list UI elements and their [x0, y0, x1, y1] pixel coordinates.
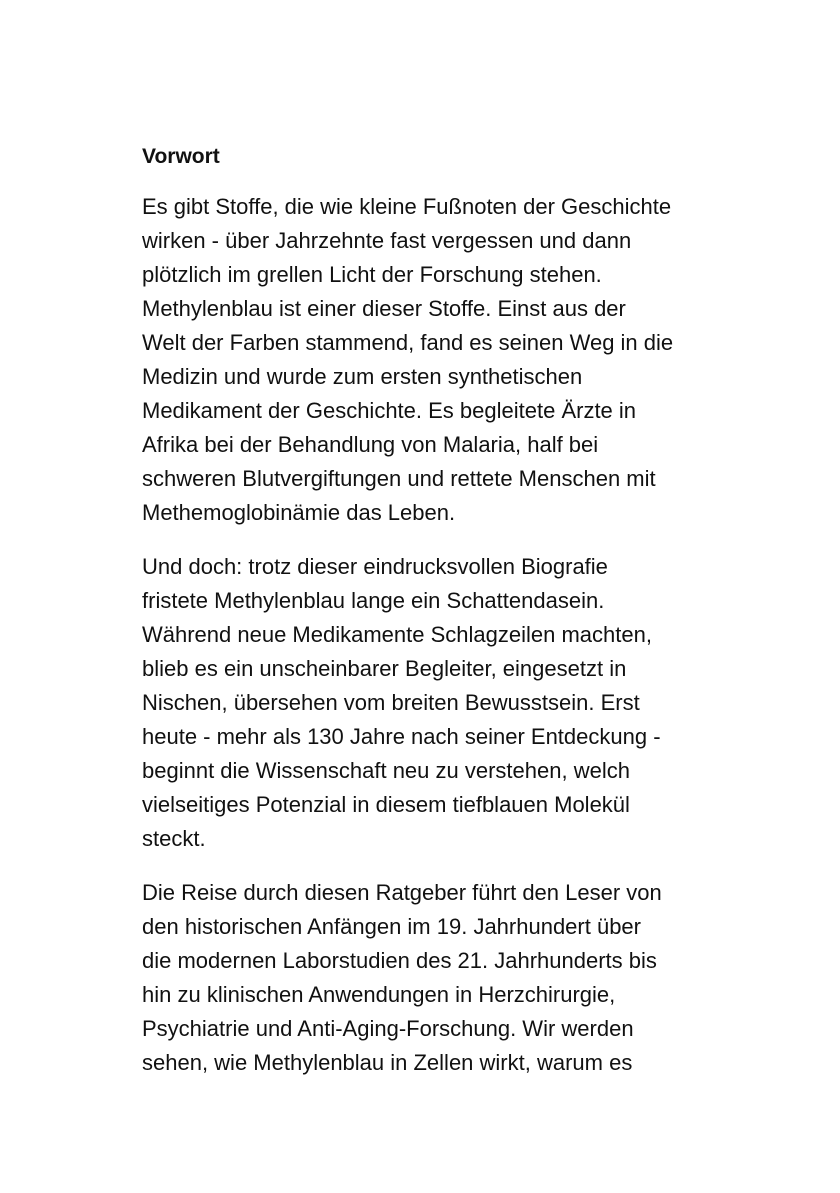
text-line: wirken - über Jahrzehnte fast vergessen und dann: [142, 228, 632, 253]
text-line: Nischen, übersehen vom breiten Bewusstsein. Erst: [142, 690, 640, 715]
text-line: die modernen Laborstudien des 21. Jahrhunderts bis: [142, 948, 657, 973]
text-line: beginnt die Wissenschaft neu zu verstehen, welch: [142, 758, 630, 783]
text-line: Afrika bei der Behandlung von Malaria, half bei: [142, 432, 599, 457]
text-line: Methylenblau ist einer dieser Stoffe. Einst aus der: [142, 296, 626, 321]
text-line: hin zu klinischen Anwendungen in Herzchirurgie,: [142, 982, 616, 1007]
text-line: schweren Blutvergiftungen und rettete Menschen mit: [142, 466, 656, 491]
text-line: heute - mehr als 130 Jahre nach seiner Entdeckung -: [142, 724, 661, 749]
text-line: blieb es ein unscheinbarer Begleiter, eingesetzt in: [142, 656, 627, 681]
text-line: Medikament der Geschichte. Es begleitete Ärzte in: [142, 398, 637, 423]
section-heading: Vorwort: [142, 145, 220, 168]
paragraph: [142, 876, 712, 1080]
text-line: den historischen Anfängen im 19. Jahrhundert über: [142, 914, 641, 939]
text-line: Methemoglobinämie das Leben.: [142, 500, 456, 525]
paragraph: [142, 550, 712, 856]
text-line: fristete Methylenblau lange ein Schattendasein.: [142, 588, 605, 613]
text-line: Es gibt Stoffe, die wie kleine Fußnoten der Geschichte: [142, 194, 672, 219]
text-line: Und doch: trotz dieser eindrucksvollen Biografie: [142, 554, 608, 579]
paragraph: [142, 190, 712, 530]
text-line: Welt der Farben stammend, fand es seinen Weg in die: [142, 330, 674, 355]
text-line: Psychiatrie und Anti-Aging-Forschung. Wir werden: [142, 1016, 634, 1041]
text-line: Die Reise durch diesen Ratgeber führt den Leser von: [142, 880, 662, 905]
document-body: [142, 142, 712, 1100]
text-line: plötzlich im grellen Licht der Forschung stehen.: [142, 262, 602, 287]
text-line: Während neue Medikamente Schlagzeilen machten,: [142, 622, 652, 647]
text-line: vielseitiges Potenzial in diesem tiefblauen Molekül: [142, 792, 630, 817]
text-line: sehen, wie Methylenblau in Zellen wirkt, warum es: [142, 1050, 633, 1075]
text-line: Medizin und wurde zum ersten synthetischen: [142, 364, 583, 389]
paragraph-container: [142, 190, 712, 1080]
text-line: steckt.: [142, 826, 206, 851]
